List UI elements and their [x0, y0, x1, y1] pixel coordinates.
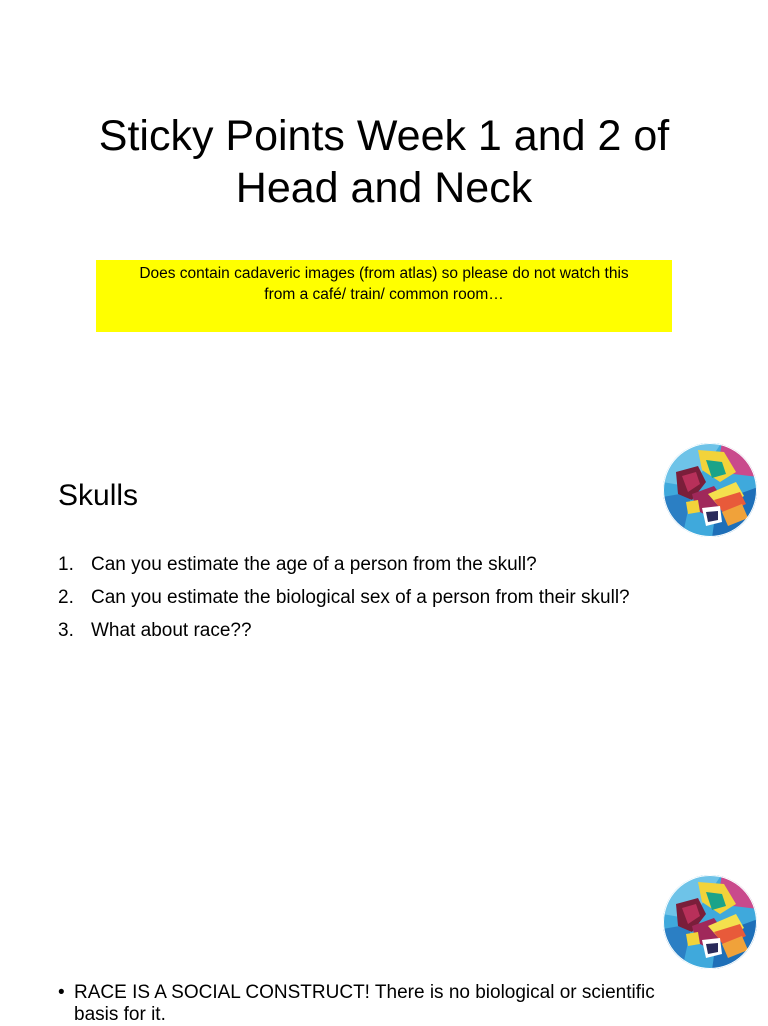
- colorful-hands-badge-icon: [662, 874, 758, 970]
- skulls-slide: [0, 420, 768, 840]
- bullet-marker: •: [58, 982, 65, 1003]
- list-item: [58, 614, 630, 647]
- slide-title: [60, 110, 708, 214]
- list-item-text: Can you estimate the biological sex of a person from their skull?: [91, 587, 630, 608]
- bullet-list: [58, 982, 678, 1026]
- colorful-hands-badge-icon: [662, 442, 758, 538]
- list-item: [58, 982, 678, 1026]
- list-item-number: 1.: [58, 554, 74, 575]
- list-item-number: 3.: [58, 620, 74, 641]
- content-warning-line-1: Does contain cadaveric images (from atlas) so please do not watch this: [139, 265, 629, 282]
- slide-title-line-2: Head and Neck: [235, 164, 533, 212]
- race-slide: [0, 848, 768, 1024]
- title-slide: [0, 0, 768, 412]
- list-item-number: 2.: [58, 587, 74, 608]
- content-warning-box: [96, 260, 672, 332]
- question-list: [58, 548, 630, 647]
- list-item-text: Can you estimate the age of a person from the skull?: [91, 554, 537, 575]
- list-item: [58, 548, 630, 581]
- section-heading: Skulls: [58, 479, 139, 512]
- content-warning-line-2: from a café/ train/ common room…: [264, 286, 504, 303]
- list-item-text: RACE IS A SOCIAL CONSTRUCT! There is no biological or scientific basis for it.: [74, 982, 655, 1025]
- list-item: [58, 581, 630, 614]
- slide-title-line-1: Sticky Points Week 1 and 2 of: [98, 112, 670, 160]
- list-item-text: What about race??: [91, 620, 252, 641]
